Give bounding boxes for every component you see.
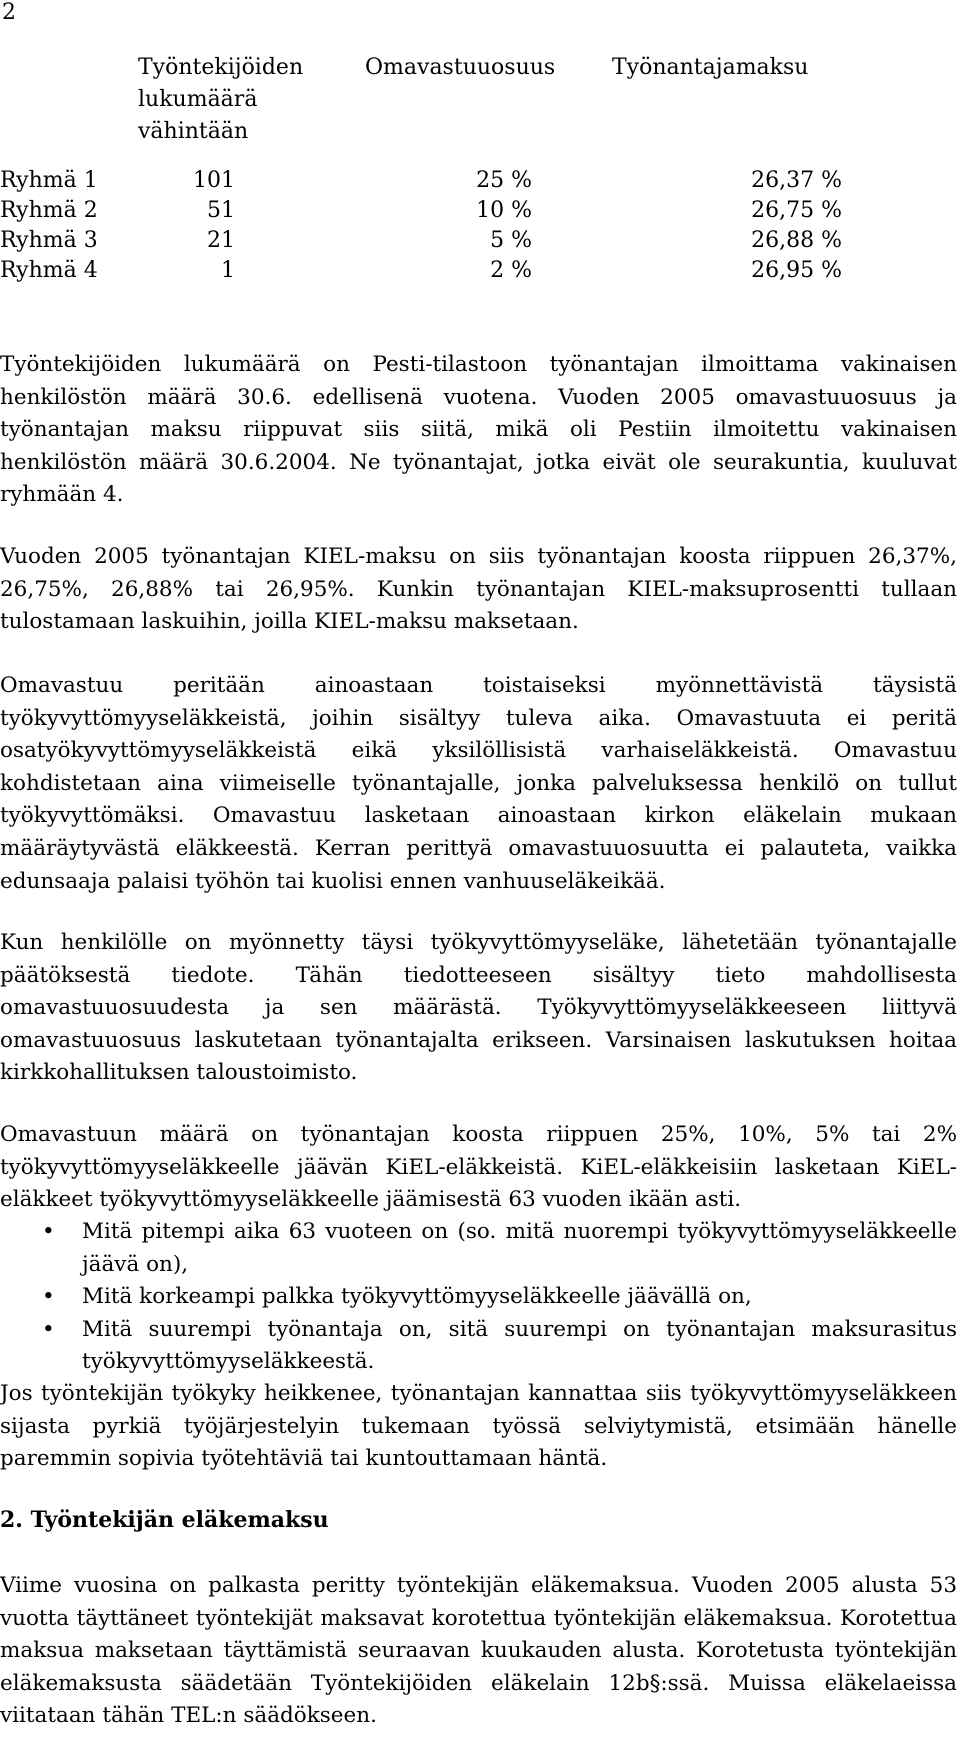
bullet-icon: • xyxy=(42,1219,55,1244)
liability-cell: 10 % xyxy=(476,198,532,223)
header-employee-count xyxy=(138,52,303,148)
paragraph-employee-fee: Viime vuosina on palkasta peritty työntekijän eläkemaksua. Vuoden 2005 alusta 53 vuotta täyttäneet työntekijät maksavat korotettua työntekijän eläkemaksua. Korotettua maksua maksetaan täyttämistä seuraavan kuukauden alusta. Korotetusta työntekijän eläkemaksusta säädetään Työntekijöiden eläkelain 12b§:ssä. Muissa eläkelaeissa viitataan tähän TEL:n säädökseen. xyxy=(0,1573,957,1729)
group-cell: Ryhmä 3 xyxy=(0,228,98,253)
section-heading: 2. Työntekijän eläkemaksu xyxy=(0,1507,329,1533)
group-cell: Ryhmä 2 xyxy=(0,198,98,223)
header-line: Työntekijöiden xyxy=(138,55,304,80)
fee-cell: 26,37 % xyxy=(751,168,842,193)
header-line: vähintään xyxy=(138,119,249,144)
list-item-text: Mitä pitempi aika 63 vuoteen on (so. mitä nuorempi työkyvyttömyyseläkkeelle jäävä on), xyxy=(82,1219,957,1277)
header-self-liability: Omavastuuosuus xyxy=(365,55,556,80)
count-cell: 101 xyxy=(193,168,235,193)
liability-cell: 25 % xyxy=(476,168,532,193)
table-row xyxy=(0,195,960,227)
bullet-icon: • xyxy=(42,1284,55,1310)
list-item-text: Mitä korkeampi palkka työkyvyttömyyseläkkeelle jäävällä on, xyxy=(82,1284,752,1310)
header-line: lukumäärä xyxy=(138,87,258,112)
liability-cell: 2 % xyxy=(490,258,532,283)
bullet-list xyxy=(0,1216,957,1379)
paragraph-amount: Omavastuun määrä on työnantajan koosta riippuen 25%, 10%, 5% tai 2% työkyvyttömyyseläkkeelle jäävän KiEL-eläkkeistä. KiEL-eläkkeisiin lasketaan KiEL-eläkkeet työkyvyttömyyseläkkeelle jäämisestä 63 vuoden ikään asti. xyxy=(0,1122,957,1213)
table-row xyxy=(0,255,960,287)
paragraph-pesti: Työntekijöiden lukumäärä on Pesti-tilastoon työnantajan ilmoittama vakinaisen henkilöstön määrä 30.6. edellisenä vuotena. Vuoden 2005 omavastuuosuus ja työnantajan maksu riippuvat siis siitä, mikä oli Pestiin ilmoitettu vakinaisen henkilöstön määrä 30.6.2004. Ne työnantajat, jotka eivät ole seurakuntia, kuuluvat ryhmään 4. xyxy=(0,352,957,508)
paragraph-work-ability: Jos työntekijän työkyky heikkenee, työnantajan kannattaa siis työkyvyttömyyseläkkeen sijasta pyrkiä työjärjestelyin tukemaan työssä selviytymistä, etsimään hänelle paremmin sopivia työtehtäviä tai kuntouttamaan häntä. xyxy=(0,1381,957,1472)
table-row xyxy=(0,225,960,257)
paragraph-self-liability: Omavastuu peritään ainoastaan toistaiseksi myönnettävistä täysistä työkyvyttömyyseläkkeistä, joihin sisältyy tuleva aika. Omavastuuta ei peritä osatyökyvyttömyyseläkkeistä eikä yksilöllisistä varhaiseläkkeistä. Omavastuu kohdistetaan aina viimeiselle työnantajalle, jonka palveluksessa henkilö on tullut työkyvyttömäksi. Omavastuu lasketaan ainoastaan kirkon eläkelain mukaan määräytyvästä eläkkeestä. Kerran perittyä omavastuuosuutta ei palauteta, vaikka edunsaaja palaisi työhön tai kuolisi ennen vanhuuseläkeikää. xyxy=(0,673,957,894)
list-item xyxy=(0,1314,957,1379)
header-employer-fee: Työnantajamaksu xyxy=(612,55,809,80)
paragraph-notice: Kun henkilölle on myönnetty täysi työkyvyttömyyseläke, lähetetään työnantajalle päätöksestä tiedote. Tähän tiedotteeseen sisältyy tieto mahdollisesta omavastuuosuudesta ja sen määrästä. Työkyvyttömyyseläkkeeseen liittyvä omavastuuosuus laskutetaan työnantajalta erikseen. Varsinaisen laskutuksen hoitaa kirkkohallituksen taloustoimisto. xyxy=(0,930,957,1086)
count-cell: 21 xyxy=(207,228,235,253)
table-row xyxy=(0,165,960,197)
list-item xyxy=(0,1216,957,1281)
list-item-text: Mitä suurempi työnantaja on, sitä suurempi on työnantajan maksurasitus työkyvyttömyyseläkkeestä. xyxy=(82,1316,957,1375)
group-cell: Ryhmä 4 xyxy=(0,258,98,283)
count-cell: 1 xyxy=(221,258,235,283)
bullet-icon: • xyxy=(42,1316,55,1342)
count-cell: 51 xyxy=(207,198,235,223)
fee-cell: 26,95 % xyxy=(751,258,842,283)
group-cell: Ryhmä 1 xyxy=(0,168,98,193)
liability-cell: 5 % xyxy=(490,228,532,253)
fee-cell: 26,75 % xyxy=(751,198,842,223)
paragraph-kiel-fee: Vuoden 2005 työnantajan KIEL-maksu on siis työnantajan koosta riippuen 26,37%, 26,75%, 26,88% tai 26,95%. Kunkin työnantajan KIEL-maksuprosentti tullaan tulostamaan laskuihin, joilla KIEL-maksu maksetaan. xyxy=(0,544,957,635)
list-item xyxy=(0,1281,957,1314)
page-number: 2 xyxy=(2,0,16,25)
fee-cell: 26,88 % xyxy=(751,228,842,253)
